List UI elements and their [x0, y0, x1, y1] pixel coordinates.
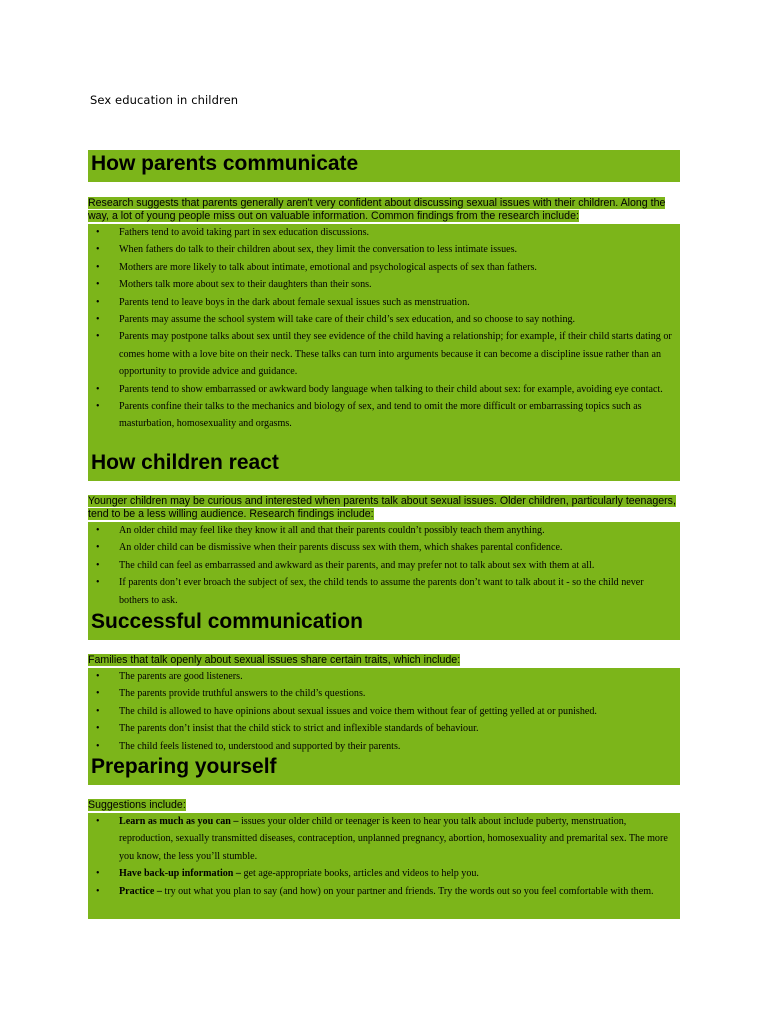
list-item: • An older child can be dismissive when their parents discuss sex with them, which shakes parental confidence.	[88, 539, 680, 556]
bullet-icon: •	[96, 705, 100, 717]
section-heading-text: How children react	[91, 451, 279, 474]
list-item: • The parents provide truthful answers to the child’s questions.	[88, 685, 680, 702]
section-intro	[88, 495, 680, 520]
bullet-icon: •	[96, 383, 100, 395]
bullet-list-box	[88, 522, 680, 612]
section-intro	[88, 197, 680, 222]
list-item: • Parents may postpone talks about sex until they see evidence of the child having a relationship; for example, if their child starts dating or comes home with a love bite on their neck. These talks can turn into arguments because it can become a discipline issue rather than an opportunity to provide advice and guidance.	[88, 328, 680, 380]
list-item: • When fathers do talk to their children about sex, they limit the conversation to less intimate issues.	[88, 241, 680, 258]
list-item: • Practice – try out what you plan to say (and how) on your partner and friends. Try the words out so you feel comfortable with them.	[88, 883, 680, 900]
item-lead: Have back-up information –	[119, 868, 241, 880]
list-item: • Learn as much as you can – issues your older child or teenager is keen to hear you talk about include puberty, menstruation, reproduction, sexually transmitted diseases, contraception, unplanned pregnancy, abortion, homosexuality and premarital sex. The more you know, the less you’ll stumble.	[88, 813, 680, 865]
list-item: • The parents don’t insist that the child stick to strict and inflexible standards of behaviour.	[88, 720, 680, 737]
bullet-icon: •	[96, 401, 100, 413]
item-lead: Learn as much as you can –	[119, 816, 239, 827]
bullet-icon: •	[96, 227, 100, 238]
section-intro-text: Research suggests that parents generally aren't very confident about discussing sexual issues with their children. Along the way, a lot of young people miss out on valuable information. Common findings from the research include:	[88, 197, 666, 222]
bullet-list-box	[88, 668, 680, 756]
section-heading-how-parents-communicate	[88, 150, 680, 182]
list-item: • Parents tend to leave boys in the dark about female sexual issues such as menstruation.	[88, 294, 680, 311]
list-item: • The child is allowed to have opinions about sexual issues and voice them without fear of getting yelled at or punished.	[88, 703, 680, 720]
list-item: • Mothers are more likely to talk about intimate, emotional and psychological aspects of sex than fathers.	[88, 259, 680, 276]
bullet-list	[88, 813, 680, 900]
bullet-icon: •	[96, 671, 100, 682]
bullet-icon: •	[96, 261, 100, 273]
list-item: • Have back-up information – get age-appropriate books, articles and videos to help you.	[88, 865, 680, 882]
list-item: • Parents tend to show embarrassed or awkward body language when talking to their child about sex: for example, avoiding eye contact.	[88, 381, 680, 398]
list-item: • An older child may feel like they know it all and that their parents couldn’t possibly teach them anything.	[88, 522, 680, 539]
section-intro-text: Families that talk openly about sexual issues share certain traits, which include:	[88, 654, 461, 666]
bullet-icon: •	[96, 577, 100, 589]
bullet-icon: •	[96, 688, 100, 700]
section-intro	[88, 654, 680, 667]
section-heading-text: How parents communicate	[91, 152, 359, 175]
bullet-icon: •	[96, 244, 100, 256]
section-intro-text: Younger children may be curious and interested when parents talk about sexual issues. Older children, particularly teenagers, tend to be a less willing audience. Research findings include:	[88, 495, 676, 520]
section-heading-preparing-yourself	[88, 753, 680, 785]
section-intro	[88, 799, 680, 812]
bullet-icon: •	[96, 314, 100, 326]
bullet-icon: •	[96, 279, 100, 291]
bullet-icon: •	[96, 885, 100, 897]
bullet-icon: •	[96, 296, 100, 308]
bullet-list	[88, 224, 680, 433]
item-lead: Practice –	[119, 885, 162, 897]
bullet-icon: •	[96, 723, 100, 735]
section-heading-text: Successful communication	[91, 610, 363, 633]
list-item: • Mothers talk more about sex to their daughters than their sons.	[88, 276, 680, 293]
bullet-icon: •	[96, 559, 100, 571]
list-item: • If parents don’t ever broach the subject of sex, the child tends to assume the parents don’t want to talk about it - so the child never bothers to ask.	[88, 574, 680, 609]
bullet-icon: •	[96, 816, 100, 827]
list-item: • The parents are good listeners.	[88, 668, 680, 685]
list-item: • Parents may assume the school system will take care of their child’s sex education, and so choose to say nothing.	[88, 311, 680, 328]
bullet-list	[88, 668, 680, 755]
bullet-icon: •	[96, 525, 100, 536]
bullet-list	[88, 522, 680, 609]
bullet-list-box	[88, 813, 680, 919]
list-item: • Parents confine their talks to the mechanics and biology of sex, and tend to omit the more difficult or embarrassing topics such as masturbation, homosexuality and orgasms.	[88, 398, 680, 433]
section-heading-how-children-react	[88, 449, 680, 481]
bullet-icon: •	[96, 331, 100, 343]
section-intro-text: Suggestions include:	[88, 799, 186, 811]
bullet-icon: •	[96, 868, 100, 880]
bullet-icon: •	[96, 542, 100, 554]
section-heading-text: Preparing yourself	[91, 755, 277, 778]
document-title: Sex education in children	[90, 93, 239, 107]
list-item: • The child feels listened to, understood and supported by their parents.	[88, 738, 680, 755]
list-item: • Fathers tend to avoid taking part in sex education discussions.	[88, 224, 680, 241]
section-heading-successful-communication	[88, 608, 680, 640]
list-item: • The child can feel as embarrassed and awkward as their parents, and may prefer not to talk about sex with them at all.	[88, 557, 680, 574]
bullet-list-box	[88, 224, 680, 452]
bullet-icon: •	[96, 740, 100, 752]
